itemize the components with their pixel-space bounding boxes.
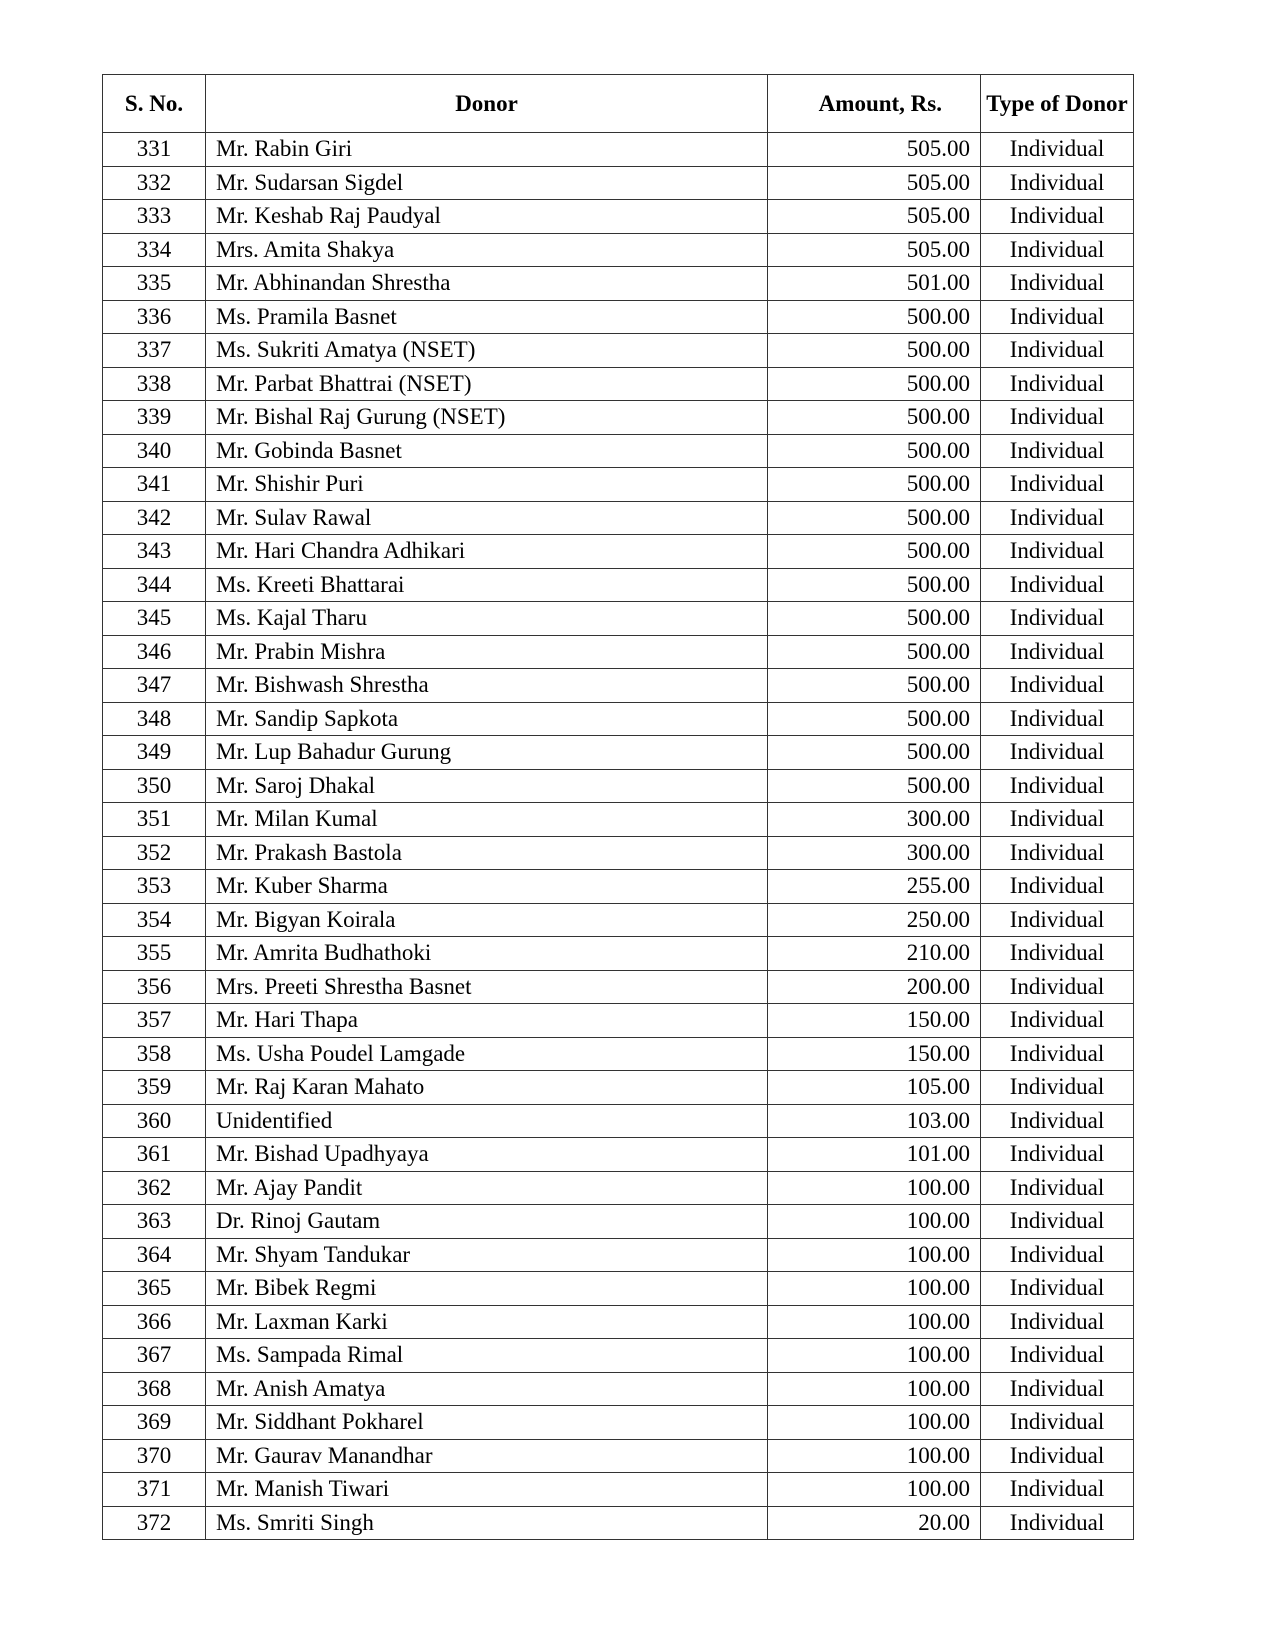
sno-cell: 353 (103, 870, 206, 904)
donor-name-cell: Mr. Rabin Giri (206, 133, 768, 167)
amount-cell: 300.00 (768, 836, 981, 870)
amount-cell: 500.00 (768, 501, 981, 535)
header-amount: Amount, Rs. (768, 75, 981, 133)
donor-name-cell: Mr. Bigyan Koirala (206, 903, 768, 937)
table-row (103, 970, 1134, 1004)
donor-name-cell: Mr. Raj Karan Mahato (206, 1071, 768, 1105)
donor-name-cell: Ms. Kreeti Bhattarai (206, 568, 768, 602)
donor-type-cell: Individual (981, 468, 1134, 502)
amount-cell: 101.00 (768, 1138, 981, 1172)
donor-name-cell: Mr. Gaurav Manandhar (206, 1439, 768, 1473)
donor-name-cell: Ms. Sukriti Amatya (NSET) (206, 334, 768, 368)
table-row (103, 1439, 1134, 1473)
table-row (103, 1506, 1134, 1540)
table-row (103, 434, 1134, 468)
donor-name-cell: Mr. Shyam Tandukar (206, 1238, 768, 1272)
table-row (103, 267, 1134, 301)
donor-name-cell: Mr. Bishal Raj Gurung (NSET) (206, 401, 768, 435)
sno-cell: 333 (103, 200, 206, 234)
donor-type-cell: Individual (981, 903, 1134, 937)
table-row (103, 1473, 1134, 1507)
donor-name-cell: Ms. Smriti Singh (206, 1506, 768, 1540)
donor-type-cell: Individual (981, 133, 1134, 167)
amount-cell: 20.00 (768, 1506, 981, 1540)
amount-cell: 505.00 (768, 166, 981, 200)
donor-name-cell: Mr. Bishwash Shrestha (206, 669, 768, 703)
sno-cell: 360 (103, 1104, 206, 1138)
amount-cell: 501.00 (768, 267, 981, 301)
amount-cell: 100.00 (768, 1171, 981, 1205)
donor-type-cell: Individual (981, 1071, 1134, 1105)
donor-name-cell: Ms. Sampada Rimal (206, 1339, 768, 1373)
amount-cell: 200.00 (768, 970, 981, 1004)
table-row (103, 535, 1134, 569)
donor-type-cell: Individual (981, 501, 1134, 535)
donor-type-cell: Individual (981, 1473, 1134, 1507)
sno-cell: 372 (103, 1506, 206, 1540)
donor-type-cell: Individual (981, 702, 1134, 736)
donor-name-cell: Mr. Prakash Bastola (206, 836, 768, 870)
donor-type-cell: Individual (981, 300, 1134, 334)
amount-cell: 500.00 (768, 535, 981, 569)
sno-cell: 358 (103, 1037, 206, 1071)
amount-cell: 500.00 (768, 602, 981, 636)
donor-type-cell: Individual (981, 233, 1134, 267)
sno-cell: 336 (103, 300, 206, 334)
table-row (103, 602, 1134, 636)
table-row (103, 870, 1134, 904)
donor-type-cell: Individual (981, 1004, 1134, 1038)
sno-cell: 354 (103, 903, 206, 937)
donor-name-cell: Mrs. Preeti Shrestha Basnet (206, 970, 768, 1004)
donor-type-cell: Individual (981, 434, 1134, 468)
amount-cell: 100.00 (768, 1305, 981, 1339)
sno-cell: 363 (103, 1205, 206, 1239)
sno-cell: 339 (103, 401, 206, 435)
table-row (103, 233, 1134, 267)
amount-cell: 500.00 (768, 669, 981, 703)
donor-type-cell: Individual (981, 1506, 1134, 1540)
donor-name-cell: Mr. Laxman Karki (206, 1305, 768, 1339)
table-row (103, 1272, 1134, 1306)
donor-name-cell: Mr. Sulav Rawal (206, 501, 768, 535)
sno-cell: 335 (103, 267, 206, 301)
amount-cell: 100.00 (768, 1406, 981, 1440)
table-row (103, 1372, 1134, 1406)
donor-type-cell: Individual (981, 937, 1134, 971)
donor-name-cell: Mr. Bishad Upadhyaya (206, 1138, 768, 1172)
donor-type-cell: Individual (981, 1205, 1134, 1239)
donor-name-cell: Mr. Anish Amatya (206, 1372, 768, 1406)
donor-type-cell: Individual (981, 870, 1134, 904)
donor-name-cell: Mr. Parbat Bhattrai (NSET) (206, 367, 768, 401)
amount-cell: 500.00 (768, 769, 981, 803)
donor-name-cell: Ms. Kajal Tharu (206, 602, 768, 636)
donor-type-cell: Individual (981, 1305, 1134, 1339)
donor-type-cell: Individual (981, 1238, 1134, 1272)
table-row (103, 937, 1134, 971)
sno-cell: 367 (103, 1339, 206, 1373)
table-row (103, 367, 1134, 401)
donor-table (102, 74, 1134, 1540)
amount-cell: 500.00 (768, 568, 981, 602)
header-row (103, 75, 1134, 133)
amount-cell: 100.00 (768, 1272, 981, 1306)
sno-cell: 349 (103, 736, 206, 770)
amount-cell: 100.00 (768, 1372, 981, 1406)
amount-cell: 250.00 (768, 903, 981, 937)
donor-type-cell: Individual (981, 602, 1134, 636)
table-row (103, 1071, 1134, 1105)
header-sno: S. No. (103, 75, 206, 133)
donor-type-cell: Individual (981, 836, 1134, 870)
table-row (103, 736, 1134, 770)
donor-name-cell: Mr. Gobinda Basnet (206, 434, 768, 468)
sno-cell: 364 (103, 1238, 206, 1272)
amount-cell: 500.00 (768, 300, 981, 334)
sno-cell: 334 (103, 233, 206, 267)
sno-cell: 351 (103, 803, 206, 837)
table-row (103, 669, 1134, 703)
sno-cell: 356 (103, 970, 206, 1004)
sno-cell: 344 (103, 568, 206, 602)
amount-cell: 505.00 (768, 133, 981, 167)
table-row (103, 468, 1134, 502)
sno-cell: 341 (103, 468, 206, 502)
donor-name-cell: Ms. Usha Poudel Lamgade (206, 1037, 768, 1071)
table-row (103, 334, 1134, 368)
amount-cell: 100.00 (768, 1339, 981, 1373)
donor-type-cell: Individual (981, 769, 1134, 803)
table-row (103, 1305, 1134, 1339)
table-row (103, 1104, 1134, 1138)
table-row (103, 568, 1134, 602)
table-row (103, 133, 1134, 167)
donor-type-cell: Individual (981, 1372, 1134, 1406)
table-row (103, 1238, 1134, 1272)
table-row (103, 1205, 1134, 1239)
table-row (103, 903, 1134, 937)
donor-type-cell: Individual (981, 334, 1134, 368)
sno-cell: 361 (103, 1138, 206, 1172)
sno-cell: 371 (103, 1473, 206, 1507)
amount-cell: 255.00 (768, 870, 981, 904)
amount-cell: 505.00 (768, 200, 981, 234)
table-row (103, 401, 1134, 435)
sno-cell: 362 (103, 1171, 206, 1205)
table-row (103, 1339, 1134, 1373)
sno-cell: 347 (103, 669, 206, 703)
amount-cell: 505.00 (768, 233, 981, 267)
amount-cell: 150.00 (768, 1004, 981, 1038)
amount-cell: 100.00 (768, 1205, 981, 1239)
table-body (103, 133, 1134, 1540)
sno-cell: 345 (103, 602, 206, 636)
amount-cell: 210.00 (768, 937, 981, 971)
amount-cell: 300.00 (768, 803, 981, 837)
sno-cell: 342 (103, 501, 206, 535)
table-row (103, 803, 1134, 837)
donor-name-cell: Mr. Ajay Pandit (206, 1171, 768, 1205)
sno-cell: 348 (103, 702, 206, 736)
sno-cell: 352 (103, 836, 206, 870)
table-row (103, 1037, 1134, 1071)
amount-cell: 500.00 (768, 736, 981, 770)
sno-cell: 366 (103, 1305, 206, 1339)
sno-cell: 338 (103, 367, 206, 401)
amount-cell: 105.00 (768, 1071, 981, 1105)
amount-cell: 100.00 (768, 1473, 981, 1507)
donor-name-cell: Mr. Saroj Dhakal (206, 769, 768, 803)
donor-type-cell: Individual (981, 1406, 1134, 1440)
sno-cell: 357 (103, 1004, 206, 1038)
header-donor: Donor (206, 75, 768, 133)
donor-type-cell: Individual (981, 200, 1134, 234)
sno-cell: 350 (103, 769, 206, 803)
amount-cell: 500.00 (768, 401, 981, 435)
donor-type-cell: Individual (981, 166, 1134, 200)
sno-cell: 370 (103, 1439, 206, 1473)
amount-cell: 500.00 (768, 434, 981, 468)
donor-name-cell: Mrs. Amita Shakya (206, 233, 768, 267)
table-row (103, 1171, 1134, 1205)
donor-name-cell: Mr. Amrita Budhathoki (206, 937, 768, 971)
amount-cell: 500.00 (768, 468, 981, 502)
donor-type-cell: Individual (981, 803, 1134, 837)
amount-cell: 100.00 (768, 1439, 981, 1473)
donor-type-cell: Individual (981, 1339, 1134, 1373)
donor-type-cell: Individual (981, 1037, 1134, 1071)
donor-type-cell: Individual (981, 635, 1134, 669)
sno-cell: 365 (103, 1272, 206, 1306)
table-row (103, 1138, 1134, 1172)
amount-cell: 500.00 (768, 702, 981, 736)
donor-type-cell: Individual (981, 367, 1134, 401)
header-type-of-donor: Type of Donor (981, 75, 1134, 133)
donor-type-cell: Individual (981, 1272, 1134, 1306)
sno-cell: 331 (103, 133, 206, 167)
donor-name-cell: Mr. Hari Chandra Adhikari (206, 535, 768, 569)
sno-cell: 355 (103, 937, 206, 971)
donor-name-cell: Mr. Hari Thapa (206, 1004, 768, 1038)
donor-type-cell: Individual (981, 736, 1134, 770)
donor-type-cell: Individual (981, 568, 1134, 602)
sno-cell: 359 (103, 1071, 206, 1105)
donor-name-cell: Mr. Bibek Regmi (206, 1272, 768, 1306)
table-row (103, 702, 1134, 736)
donor-name-cell: Mr. Lup Bahadur Gurung (206, 736, 768, 770)
donor-name-cell: Mr. Prabin Mishra (206, 635, 768, 669)
donor-name-cell: Mr. Siddhant Pokharel (206, 1406, 768, 1440)
donor-name-cell: Dr. Rinoj Gautam (206, 1205, 768, 1239)
donor-type-cell: Individual (981, 669, 1134, 703)
donor-type-cell: Individual (981, 1104, 1134, 1138)
sno-cell: 368 (103, 1372, 206, 1406)
table-row (103, 166, 1134, 200)
sno-cell: 340 (103, 434, 206, 468)
table-row (103, 836, 1134, 870)
amount-cell: 500.00 (768, 367, 981, 401)
donor-type-cell: Individual (981, 267, 1134, 301)
amount-cell: 500.00 (768, 334, 981, 368)
donor-type-cell: Individual (981, 970, 1134, 1004)
donor-name-cell: Mr. Kuber Sharma (206, 870, 768, 904)
donor-type-cell: Individual (981, 401, 1134, 435)
donor-name-cell: Mr. Milan Kumal (206, 803, 768, 837)
donor-name-cell: Ms. Pramila Basnet (206, 300, 768, 334)
sno-cell: 337 (103, 334, 206, 368)
table-row (103, 635, 1134, 669)
donor-type-cell: Individual (981, 1171, 1134, 1205)
table-row (103, 501, 1134, 535)
table-row (103, 300, 1134, 334)
donor-name-cell: Mr. Abhinandan Shrestha (206, 267, 768, 301)
amount-cell: 103.00 (768, 1104, 981, 1138)
donor-name-cell: Unidentified (206, 1104, 768, 1138)
donor-name-cell: Mr. Shishir Puri (206, 468, 768, 502)
donor-name-cell: Mr. Sudarsan Sigdel (206, 166, 768, 200)
donor-name-cell: Mr. Manish Tiwari (206, 1473, 768, 1507)
table-row (103, 1004, 1134, 1038)
sno-cell: 346 (103, 635, 206, 669)
donor-type-cell: Individual (981, 1439, 1134, 1473)
amount-cell: 100.00 (768, 1238, 981, 1272)
table-row (103, 200, 1134, 234)
donor-type-cell: Individual (981, 1138, 1134, 1172)
donor-name-cell: Mr. Sandip Sapkota (206, 702, 768, 736)
sno-cell: 369 (103, 1406, 206, 1440)
sno-cell: 332 (103, 166, 206, 200)
table-row (103, 769, 1134, 803)
sno-cell: 343 (103, 535, 206, 569)
donor-type-cell: Individual (981, 535, 1134, 569)
table-row (103, 1406, 1134, 1440)
donor-name-cell: Mr. Keshab Raj Paudyal (206, 200, 768, 234)
amount-cell: 150.00 (768, 1037, 981, 1071)
amount-cell: 500.00 (768, 635, 981, 669)
